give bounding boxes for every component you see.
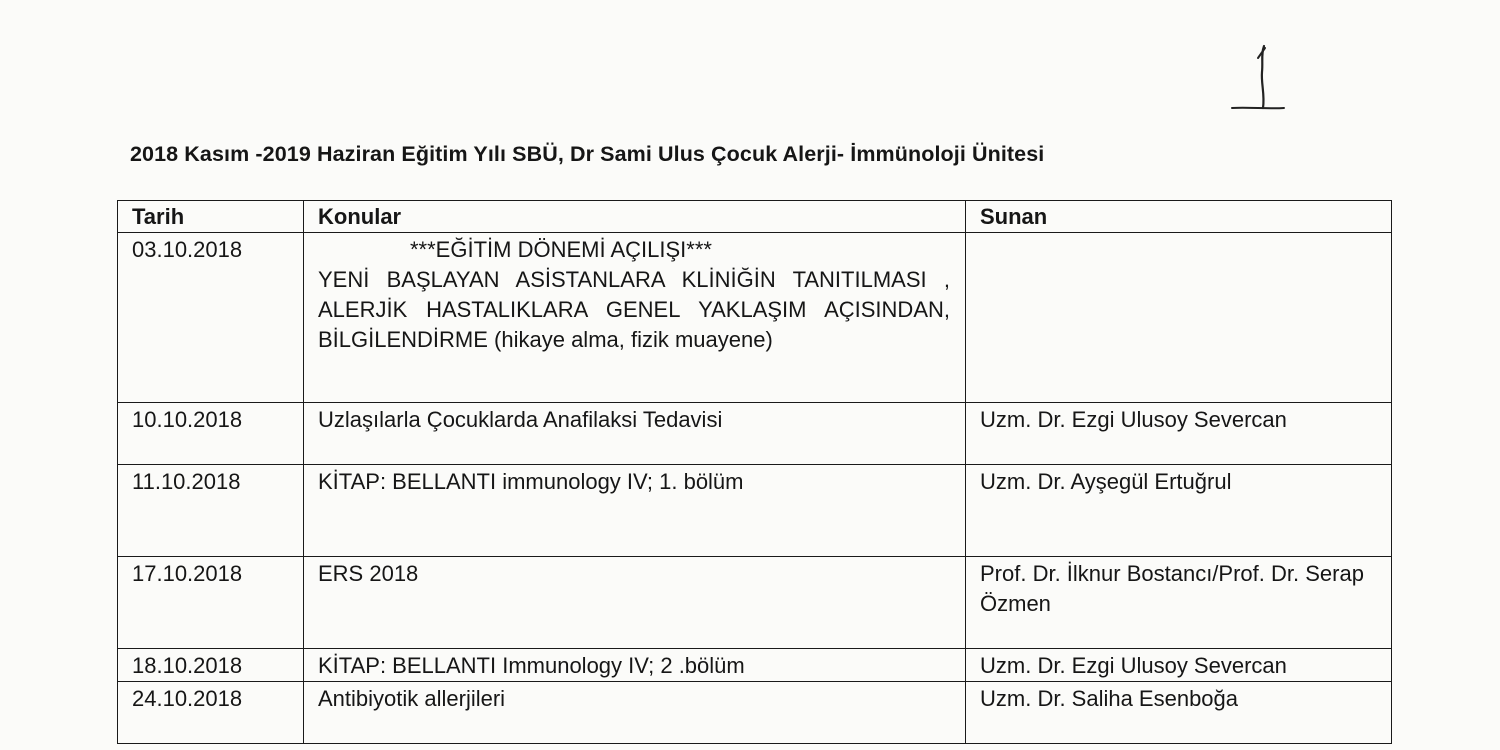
row-presenter: Uzm. Dr. Ayşegül Ertuğrul [966, 465, 1392, 557]
row-presenter: Uzm. Dr. Ezgi Ulusoy Severcan [966, 649, 1392, 682]
row-presenter: Uzm. Dr. Saliha Esenboğa [966, 682, 1392, 744]
row-date: 24.10.2018 [118, 682, 304, 744]
row-date: 03.10.2018 [118, 233, 304, 403]
document-title: 2018 Kasım -2019 Haziran Eğitim Yılı SBÜ, Dr Sami Ulus Çocuk Alerji- İmmünoloji Ünitesi [130, 142, 1045, 166]
table-row [118, 465, 1392, 557]
table-row [118, 649, 1392, 682]
opening-session-title: ***EĞİTİM DÖNEMİ AÇILIŞI*** [410, 237, 712, 262]
row-topic: ERS 2018 [304, 557, 966, 649]
handwritten-page-number [1228, 42, 1286, 118]
table-row [118, 682, 1392, 744]
row-topic: KİTAP: BELLANTI immunology IV; 1. bölüm [304, 465, 966, 557]
table-row [118, 233, 1392, 403]
row-topic: Antibiyotik allerjileri [304, 682, 966, 744]
row-date: 18.10.2018 [118, 649, 304, 682]
row-topic: KİTAP: BELLANTI Immunology IV; 2 .bölüm [304, 649, 966, 682]
row-presenter: Uzm. Dr. Ezgi Ulusoy Severcan [966, 403, 1392, 465]
row-date: 11.10.2018 [118, 465, 304, 557]
row-date: 17.10.2018 [118, 557, 304, 649]
table-row [118, 557, 1392, 649]
row-topic [304, 233, 966, 403]
table-row [118, 403, 1392, 465]
header-date: Tarih [118, 201, 304, 233]
row-presenter [966, 233, 1392, 403]
table-header-row [118, 201, 1392, 233]
header-presenter: Sunan [966, 201, 1392, 233]
header-topic: Konular [304, 201, 966, 233]
row-topic: Uzlaşılarla Çocuklarda Anafilaksi Tedavisi [304, 403, 966, 465]
schedule-table [117, 200, 1392, 744]
opening-session-description: YENİ BAŞLAYAN ASİSTANLARA KLİNİĞİN TANITILMASI , ALERJİK HASTALIKLARA GENEL YAKLAŞIM AÇISINDAN, BİLGİLENDİRME (hikaye alma, fizik muayene) [318, 267, 950, 352]
row-date: 10.10.2018 [118, 403, 304, 465]
row-presenter: Prof. Dr. İlknur Bostancı/Prof. Dr. Serap Özmen [966, 557, 1392, 649]
